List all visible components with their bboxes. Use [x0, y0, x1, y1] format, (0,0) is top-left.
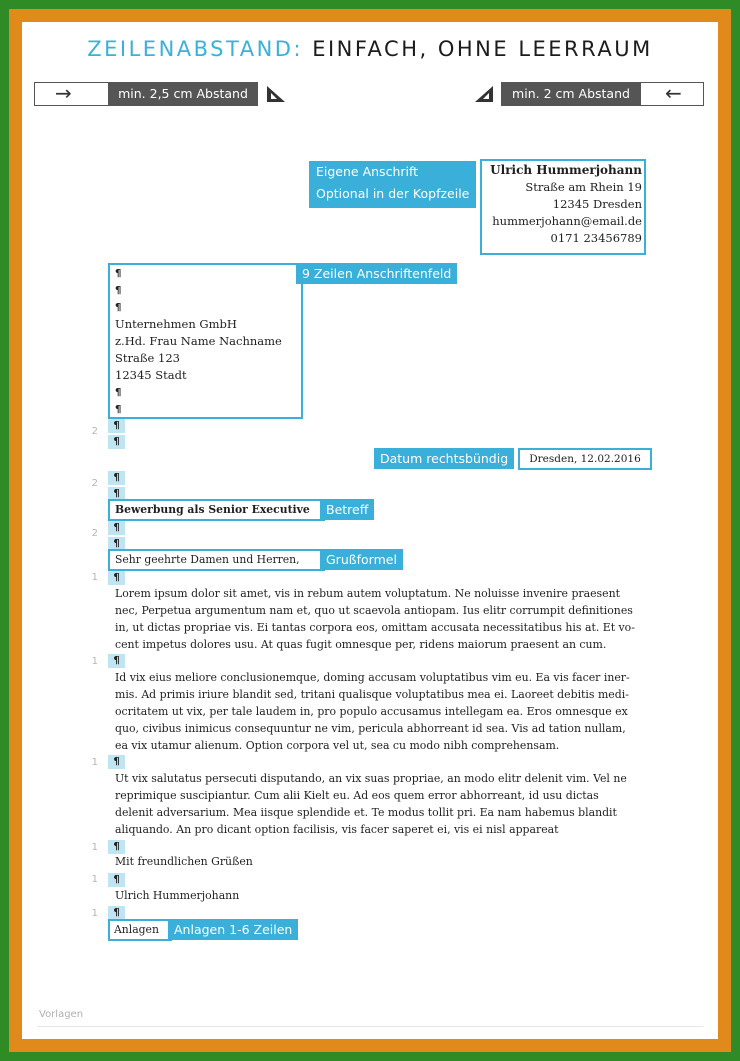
recipient-city: 12345 Stadt	[115, 368, 187, 382]
recipient-label: 9 Zeilen Anschriftenfeld	[296, 263, 457, 284]
spacing-number: 2	[91, 528, 98, 539]
pilcrow: ¶	[108, 537, 125, 551]
spacing-number: 1	[91, 572, 98, 583]
pilcrow: ¶	[108, 471, 125, 485]
pilcrow: ¶	[108, 487, 125, 501]
pilcrow: ¶	[115, 285, 122, 296]
spacing-number: 1	[91, 908, 98, 919]
pilcrow: ¶	[108, 906, 125, 920]
salutation-label: Grußformel	[320, 549, 403, 570]
pilcrow: ¶	[115, 404, 122, 415]
pilcrow: ¶	[108, 571, 125, 585]
pilcrow: ¶	[108, 521, 125, 535]
spacing-number: 1	[91, 874, 98, 885]
sender-phone: 0171 23456789	[550, 231, 642, 245]
page-bottom-line	[37, 1026, 703, 1027]
recipient-attn: z.Hd. Frau Name Nachname	[115, 334, 282, 348]
title-rest: EINFACH, OHNE LEERRAUM	[312, 37, 653, 61]
pilcrow: ¶	[108, 755, 125, 769]
sender-label-line1: Eigene Anschrift	[316, 164, 419, 179]
pilcrow: ¶	[108, 419, 125, 433]
recipient-street: Straße 123	[115, 351, 180, 365]
sender-label-line2: Optional in der Kopfzeile	[316, 186, 470, 201]
spacing-number: 1	[91, 656, 98, 667]
pilcrow: ¶	[115, 302, 122, 313]
pilcrow: ¶	[108, 435, 125, 449]
closing-text: Mit freundlichen Grüßen	[115, 855, 253, 868]
closing-name: Ulrich Hummerjohann	[115, 889, 240, 902]
date-value: Dresden, 12.02.2016	[518, 448, 652, 470]
body-paragraph-1: Lorem ipsum dolor sit amet, vis in rebum autem voluptatum. Ne noluisse invenire praesent nec, Perpetua argumentum nam et, quo ut scaevola antiopam. Ius elitr corrumpit definitiones in, ut dictas propriae vis. Ei tantas corpora eos, omittam accusata necessitatibus his at. Et vo-cent impetus dolores usu. At quas fugit omnesque per, ridens maiorum praesent an cum.	[115, 587, 635, 651]
title-accent: ZEILENABSTAND:	[87, 37, 304, 61]
sender-email: hummerjohann@email.de	[492, 214, 642, 228]
pilcrow: ¶	[115, 268, 122, 279]
pilcrow: ¶	[108, 873, 125, 887]
arrow-left-icon: ←	[665, 81, 682, 105]
sender-label	[309, 161, 476, 208]
pilcrow: ¶	[115, 387, 122, 398]
sender-street: Straße am Rhein 19	[525, 180, 642, 194]
subject-line: Bewerbung als Senior Executive	[108, 499, 325, 521]
set-square-icon	[473, 84, 495, 104]
spacing-number: 1	[91, 842, 98, 853]
date-label: Datum rechtsbündig	[374, 448, 514, 469]
spacing-number: 2	[91, 426, 98, 437]
page-title	[22, 37, 718, 61]
body-paragraph-2: Id vix eius meliore conclusionemque, doming accusam voluptatibus vim eu. Ea vis facer iner-mis. Ad primis iriure blandit sed, tritani qualisque voluptatibus mea ei. Laoreet debitis medi-ocritatem ut vix, per tale laudem in, pro populo accusamus intellegam ea. Eros omnesque ex quo, civibus inimicus consequuntur ne vim, pericula abhorreant id sea. Vis ad tation nullam, ea vix utamur alienum. Option corpora vel ut, sea cu modo nibh comprehensam.	[115, 671, 630, 752]
spacing-number: 2	[91, 478, 98, 489]
body-paragraph-3: Ut vix salutatus persecuti disputando, an vix suas propriae, an modo elitr delenit vim. Vel ne reprimique suscipiantur. Cum alii Kielt eu. Ad eos quem error abhorreant, id usu dictas delenit adversarium. Mea iisque splendide et. Te modus tollit pri. Ea nam habemus blandit aliquando. An pro dicant option facilisis, vis facer saperet ei, vis ei nisl appareat	[115, 772, 627, 836]
sender-name: Ulrich Hummerjohann	[490, 163, 642, 177]
pilcrow: ¶	[108, 840, 125, 854]
salutation-line: Sehr geehrte Damen und Herren,	[108, 549, 325, 571]
spacing-number: 1	[91, 757, 98, 768]
left-margin-label: min. 2,5 cm Abstand	[108, 83, 258, 105]
set-square-icon	[265, 84, 287, 104]
attachments-label: Anlagen 1-6 Zeilen	[168, 919, 298, 940]
footer-watermark: Vorlagen	[39, 1009, 84, 1020]
pilcrow: ¶	[108, 654, 125, 668]
attachments-line: Anlagen	[108, 919, 172, 941]
letter-page	[22, 22, 718, 1039]
arrow-right-icon: →	[55, 81, 72, 105]
sender-address	[480, 159, 646, 255]
sender-city: 12345 Dresden	[552, 197, 642, 211]
right-margin-label: min. 2 cm Abstand	[501, 83, 641, 105]
subject-label: Betreff	[320, 499, 374, 520]
recipient-company: Unternehmen GmbH	[115, 317, 237, 331]
recipient-address-field	[108, 263, 303, 419]
